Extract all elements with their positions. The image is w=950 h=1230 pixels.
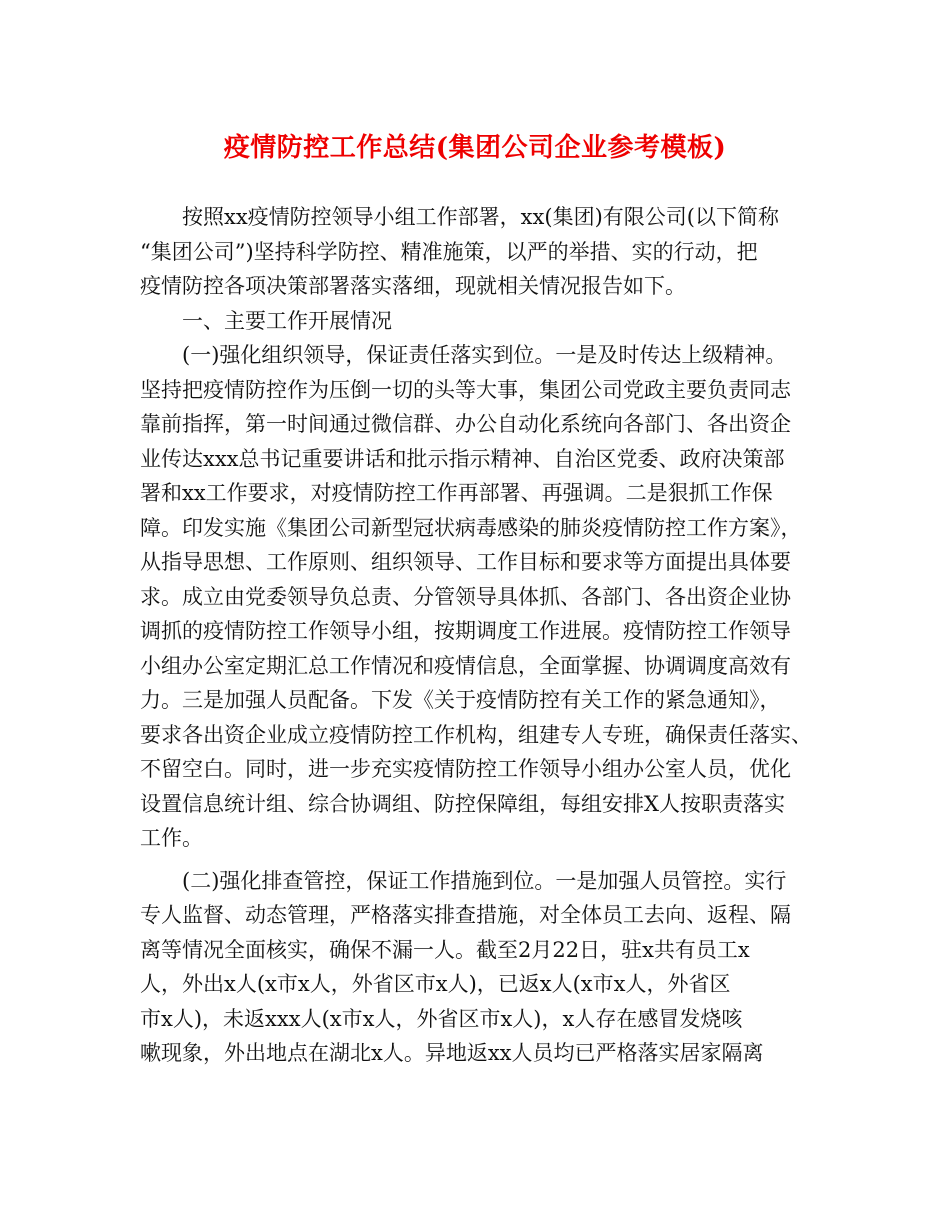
paragraph-line: (二)强化排查管控，保证工作措施到位。一是加强人员管控。实行 — [182, 868, 787, 893]
paragraph-line: 求。成立由党委领导负总责、分管领导具体抓、各部门、各出资企业协 — [140, 584, 791, 609]
paragraph-line: 离等情况全面核实，确保不漏一人。截至2月22日，驻x共有员工x — [140, 937, 750, 962]
paragraph-line: 坚持把疫情防控作为压倒一切的头等大事，集团公司党政主要负责同志 — [140, 377, 791, 402]
paragraph-line: (一)强化组织领导，保证责任落实到位。一是及时传达上级精神。 — [182, 343, 787, 367]
paragraph-line: 人，外出x人(x市x人，外省区市x人)，已返x人(x市x人，外省区 — [140, 972, 731, 996]
paragraph-line: 从指导思想、工作原则、组织领导、工作目标和要求等方面提出具体要 — [140, 550, 791, 574]
paragraph-line: 市x人)，未返xxx人(x市x人，外省区市x人)，x人存在感冒发烧咳 — [140, 1006, 743, 1031]
paragraph-line: 小组办公室定期汇总工作情况和疫情信息，全面掌握、协调调度高效有 — [140, 653, 791, 678]
paragraph-line: 设置信息统计组、综合协调组、防控保障组，每组安排X人按职责落实 — [140, 791, 785, 816]
paragraph-line: 疫情防控各项决策部署落实落细，现就相关情况报告如下。 — [140, 274, 686, 298]
section-heading: 一、主要工作开展情况 — [182, 308, 392, 333]
document-title: 疫情防控工作总结(集团公司企业参考模板) — [223, 133, 727, 163]
paragraph-line: 调抓的疫情防控工作领导小组，按期调度工作进展。疫情防控工作领导 — [140, 619, 791, 643]
paragraph-line: 署和xx工作要求，对疫情防控工作再部署、再强调。二是狠抓工作保 — [140, 481, 773, 505]
paragraph-line: 嗽现象，外出地点在湖北x人。异地返xx人员均已严格落实居家隔离 — [140, 1041, 764, 1065]
paragraph-line: 要求各出资企业成立疫情防控工作机构，组建专人专班，确保责任落实、 — [140, 722, 812, 747]
document-body — [140, 200, 810, 1071]
paragraph-line: 工作。 — [140, 826, 203, 850]
paragraph-line: 靠前指挥，第一时间通过微信群、办公自动化系统向各部门、各出资企 — [140, 412, 791, 436]
paragraph-line: 专人监督、动态管理，严格落实排查措施，对全体员工去向、返程、隔 — [140, 903, 791, 927]
paragraph-line: “集团公司”)坚持科学防控、精准施策，以严的举措、实的行动，把 — [140, 239, 758, 264]
paragraph-line: 按照xx疫情防控领导小组工作部署，xx(集团)有限公司(以下简称 — [182, 205, 779, 229]
paragraph-line: 力。三是加强人员配备。下发《关于疫情防控有关工作的紧急通知》， — [140, 688, 781, 712]
paragraph-line: 不留空白。同时，进一步充实疫情防控工作领导小组办公室人员，优化 — [140, 757, 791, 781]
paragraph-line: 障。印发实施《集团公司新型冠状病毒感染的肺炎疫情防控工作方案》， — [140, 515, 802, 540]
paragraph-line: 业传达xxx总书记重要讲话和批示指示精神、自治区党委、政府决策部 — [140, 446, 785, 471]
